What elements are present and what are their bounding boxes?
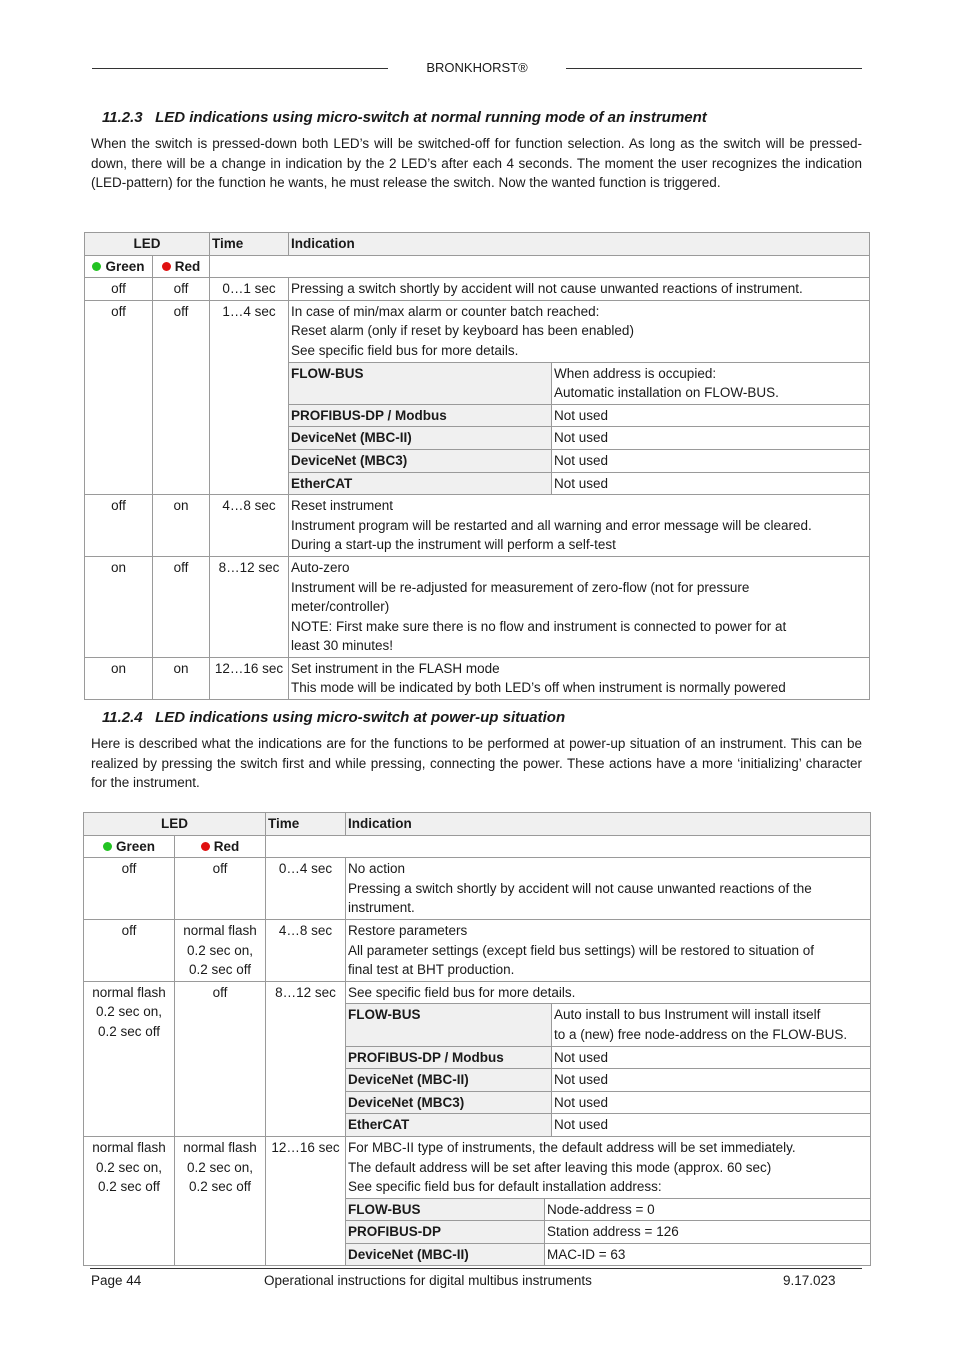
green-led-header [85, 255, 153, 278]
indication-cell [289, 278, 870, 301]
green-led-header [84, 835, 175, 858]
fieldbus-name: DeviceNet (MBC-II) [346, 1244, 545, 1266]
fieldbus-cell [346, 1243, 871, 1266]
red-led-state: off [153, 300, 210, 494]
text-line: Not used [554, 1072, 609, 1088]
indication-cell [289, 657, 870, 699]
text-line: Not used [554, 407, 609, 423]
table-row [85, 657, 870, 699]
fieldbus-cell [346, 1114, 871, 1137]
text-line: Reset alarm (only if reset by keyboard has been enabled) [291, 323, 634, 339]
red-led-state [175, 1136, 266, 1266]
fieldbus-name: DeviceNet (MBC-II) [289, 427, 552, 449]
text-line: meter/controller) [291, 599, 390, 615]
led-table-normal [84, 232, 870, 700]
fieldbus-cell [346, 1046, 871, 1069]
col-header-led: LED [84, 813, 266, 836]
fieldbus-value [545, 1221, 871, 1243]
table-header-row [84, 813, 871, 836]
fieldbus-subtable [346, 1069, 870, 1091]
section-intro-1: When the switch is pressed-down both LED’s will be switched-off for function selection. As long as the switch will be pressed-down, there will be a change in indication by the 2 LED’s after each 4 seconds. The moment the user recognizes the indication (LED-pattern) for the function he wants, he must release the switch. Now the wanted function is triggered. [91, 136, 862, 191]
fieldbus-name: DeviceNet (MBC3) [346, 1092, 552, 1114]
fieldbus-value [552, 450, 870, 472]
page-number: Page 44 [91, 1273, 142, 1288]
document-title: Operational instructions for digital multibus instruments [264, 1273, 592, 1288]
fieldbus-subtable [289, 405, 869, 427]
red-led-state: off [153, 556, 210, 657]
time-cell: 4…8 sec [210, 495, 289, 557]
green-led-icon [92, 262, 101, 271]
table-header-row [85, 233, 870, 256]
text-line: Set instrument in the FLASH mode [291, 660, 500, 676]
red-led-state: off [153, 278, 210, 301]
red-led-icon [162, 262, 171, 271]
fieldbus-value [552, 1114, 871, 1136]
fieldbus-subtable [346, 1244, 870, 1266]
text-line: Not used [554, 1094, 609, 1110]
text-line: Node-address = 0 [547, 1201, 655, 1217]
indication-cell [289, 300, 870, 362]
text-line: normal flash [183, 922, 257, 938]
text-line: Pressing a switch shortly by accident will not cause unwanted reactions of the [348, 880, 812, 896]
text-line: No action [348, 861, 406, 877]
fieldbus-cell [346, 1069, 871, 1092]
fieldbus-value [545, 1199, 871, 1221]
text-line: Instrument program will be restarted and all warning and error message will be cleared. [291, 517, 812, 533]
text-line: off [121, 861, 137, 877]
green-led-state [84, 1136, 175, 1266]
fieldbus-name: DeviceNet (MBC3) [289, 450, 552, 472]
text-line: 0.2 sec off [97, 1179, 161, 1195]
green-led-state [84, 981, 175, 1136]
footer-rule [90, 1268, 862, 1269]
text-line: During a start-up the instrument will perform a self-test [291, 537, 616, 553]
time-cell: 8…12 sec [266, 981, 346, 1136]
fieldbus-cell [289, 404, 870, 427]
time-cell: 0…4 sec [266, 858, 346, 920]
fieldbus-value [552, 363, 870, 404]
fieldbus-subtable [346, 1114, 870, 1136]
green-led-icon [103, 842, 112, 851]
fieldbus-subtable [289, 473, 869, 495]
led-table-powerup [83, 812, 871, 1266]
fieldbus-subtable [346, 1047, 870, 1069]
fieldbus-cell [346, 1198, 871, 1221]
indication-cell [346, 919, 871, 981]
text-line: This mode will be indicated by both LED’s off when instrument is normally powered [291, 680, 786, 696]
table-row [84, 858, 871, 920]
fieldbus-subtable [346, 1004, 870, 1045]
text-line: Not used [554, 475, 609, 491]
time-cell: 1…4 sec [210, 300, 289, 494]
fieldbus-subtable [346, 1221, 870, 1243]
fieldbus-name: PROFIBUS-DP [346, 1221, 545, 1243]
time-cell: 4…8 sec [266, 919, 346, 981]
section-intro-2: Here is described what the indications are for the functions to be performed at power-up situation of an instrument. This can be realized by pressing the switch first and while pressing, connecting the power. These actions have a more ‘initializing’ character for the instrument. [91, 736, 862, 791]
fieldbus-cell [346, 1091, 871, 1114]
fieldbus-name: DeviceNet (MBC-II) [346, 1069, 552, 1091]
fieldbus-name: FLOW-BUS [346, 1199, 545, 1221]
text-line: 0.2 sec off [188, 1179, 252, 1195]
fieldbus-subtable [346, 1199, 870, 1221]
table-row [84, 981, 871, 1004]
text-line: The default address will be set after leaving this mode (approx. 60 sec) [348, 1159, 772, 1175]
fieldbus-name: EtherCAT [346, 1114, 552, 1136]
text-line: See specific field bus for more details. [291, 342, 519, 358]
text-line: Instrument will be re-adjusted for measurement of zero-flow (not for pressure [291, 579, 750, 595]
text-line: instrument. [348, 900, 415, 916]
col-header-time: Time [210, 233, 289, 256]
text-line: 0.2 sec off [97, 1023, 161, 1039]
table-row [85, 556, 870, 657]
document-number: 9.17.023 [783, 1273, 836, 1288]
fieldbus-subtable [289, 363, 869, 404]
text-line: 0.2 sec on, [95, 1159, 163, 1175]
text-line: In case of min/max alarm or counter batch reached: [291, 303, 600, 319]
text-line: normal flash [92, 1139, 166, 1155]
fieldbus-cell [289, 427, 870, 450]
text-line: Not used [554, 1049, 609, 1065]
section-title-2: 11.2.4 LED indications using micro-switch at power-up situation [102, 709, 566, 726]
time-cell: 12…16 sec [210, 657, 289, 699]
text-line: See specific field bus for more details. [348, 984, 576, 1000]
red-led-header [175, 835, 266, 858]
text-line: Automatic installation on FLOW-BUS. [554, 385, 779, 401]
text-line: 0.2 sec on, [186, 1159, 254, 1175]
green-led-state: off [85, 495, 153, 557]
text-line: final test at BHT production. [348, 962, 515, 978]
fieldbus-value [552, 1069, 871, 1091]
text-line: 0.2 sec on, [95, 1004, 163, 1020]
text-line: 0.2 sec on, [186, 942, 254, 958]
text-line: to a (new) free node-address on the FLOW-BUS. [554, 1026, 848, 1042]
col-header-led: LED [85, 233, 210, 256]
fieldbus-cell [289, 362, 870, 404]
table-row [84, 1136, 871, 1198]
red-label: Red [213, 838, 240, 854]
red-label: Red [174, 258, 201, 274]
fieldbus-subtable [346, 1092, 870, 1114]
time-cell: 8…12 sec [210, 556, 289, 657]
empty-cell [266, 835, 871, 858]
indication-cell [346, 981, 871, 1004]
text-line: See specific field bus for default installation address: [348, 1179, 662, 1195]
green-led-state [84, 919, 175, 981]
green-label: Green [105, 258, 145, 274]
brand-name: BRONKHORST® [426, 60, 528, 75]
fieldbus-cell [346, 1221, 871, 1244]
led-color-row [84, 835, 871, 858]
fieldbus-cell [289, 472, 870, 495]
text-line: Auto install to bus Instrument will install itself [554, 1007, 821, 1023]
fieldbus-name: FLOW-BUS [346, 1004, 552, 1045]
empty-cell [210, 255, 870, 278]
section-title-1: 11.2.3 LED indications using micro-switch at normal running mode of an instrument [102, 109, 707, 126]
text-line: When address is occupied: [554, 365, 717, 381]
text-line: Not used [554, 430, 609, 446]
fieldbus-value [552, 427, 870, 449]
fieldbus-subtable [289, 427, 869, 449]
red-led-icon [201, 842, 210, 851]
red-led-state: on [153, 657, 210, 699]
text-line: Not used [554, 1117, 609, 1133]
red-led-state [175, 981, 266, 1136]
red-led-state [175, 858, 266, 920]
table-row [84, 919, 871, 981]
text-line: For MBC-II type of instruments, the default address will be set immediately. [348, 1139, 796, 1155]
text-line: off [212, 861, 228, 877]
table-row [85, 300, 870, 362]
text-line: All parameter settings (except field bus settings) will be restored to situation of [348, 942, 814, 958]
text-line: Reset instrument [291, 498, 394, 514]
table-row [85, 495, 870, 557]
fieldbus-cell [346, 1004, 871, 1046]
text-line: normal flash [92, 984, 166, 1000]
green-led-state: on [85, 556, 153, 657]
fieldbus-name: EtherCAT [289, 473, 552, 495]
fieldbus-name: PROFIBUS-DP / Modbus [289, 405, 552, 427]
fieldbus-name: PROFIBUS-DP / Modbus [346, 1047, 552, 1069]
text-line: MAC-ID = 63 [547, 1246, 626, 1262]
red-led-state [175, 919, 266, 981]
indication-cell [346, 858, 871, 920]
text-line: off [121, 922, 137, 938]
green-led-state: off [85, 278, 153, 301]
fieldbus-subtable [289, 450, 869, 472]
green-label: Green [115, 838, 156, 854]
fieldbus-cell [289, 449, 870, 472]
table-row [85, 278, 870, 301]
green-led-state: off [85, 300, 153, 494]
col-header-indication: Indication [289, 233, 870, 256]
text-line: off [212, 984, 228, 1000]
indication-cell [289, 495, 870, 557]
indication-cell [346, 1136, 871, 1198]
time-cell: 12…16 sec [266, 1136, 346, 1266]
text-line: Not used [554, 452, 609, 468]
green-led-state: on [85, 657, 153, 699]
time-cell: 0…1 sec [210, 278, 289, 301]
text-line: NOTE: First make sure there is no flow and instrument is connected to power for at [291, 618, 787, 634]
col-header-time: Time [266, 813, 346, 836]
indication-cell [289, 556, 870, 657]
fieldbus-value [552, 1092, 871, 1114]
text-line: Station address = 126 [547, 1224, 679, 1240]
red-led-header [153, 255, 210, 278]
fieldbus-value [552, 405, 870, 427]
text-line: Restore parameters [348, 922, 468, 938]
text-line: normal flash [183, 1139, 257, 1155]
led-color-row [85, 255, 870, 278]
text-line: Auto-zero [291, 559, 350, 575]
col-header-indication: Indication [346, 813, 871, 836]
fieldbus-value [552, 473, 870, 495]
text-line: Pressing a switch shortly by accident will not cause unwanted reactions of instrument. [291, 281, 803, 297]
text-line: 0.2 sec off [188, 962, 252, 978]
fieldbus-value [545, 1244, 871, 1266]
fieldbus-value [552, 1004, 871, 1045]
fieldbus-name: FLOW-BUS [289, 363, 552, 404]
text-line: least 30 minutes! [291, 638, 394, 654]
fieldbus-value [552, 1047, 871, 1069]
green-led-state [84, 858, 175, 920]
red-led-state: on [153, 495, 210, 557]
